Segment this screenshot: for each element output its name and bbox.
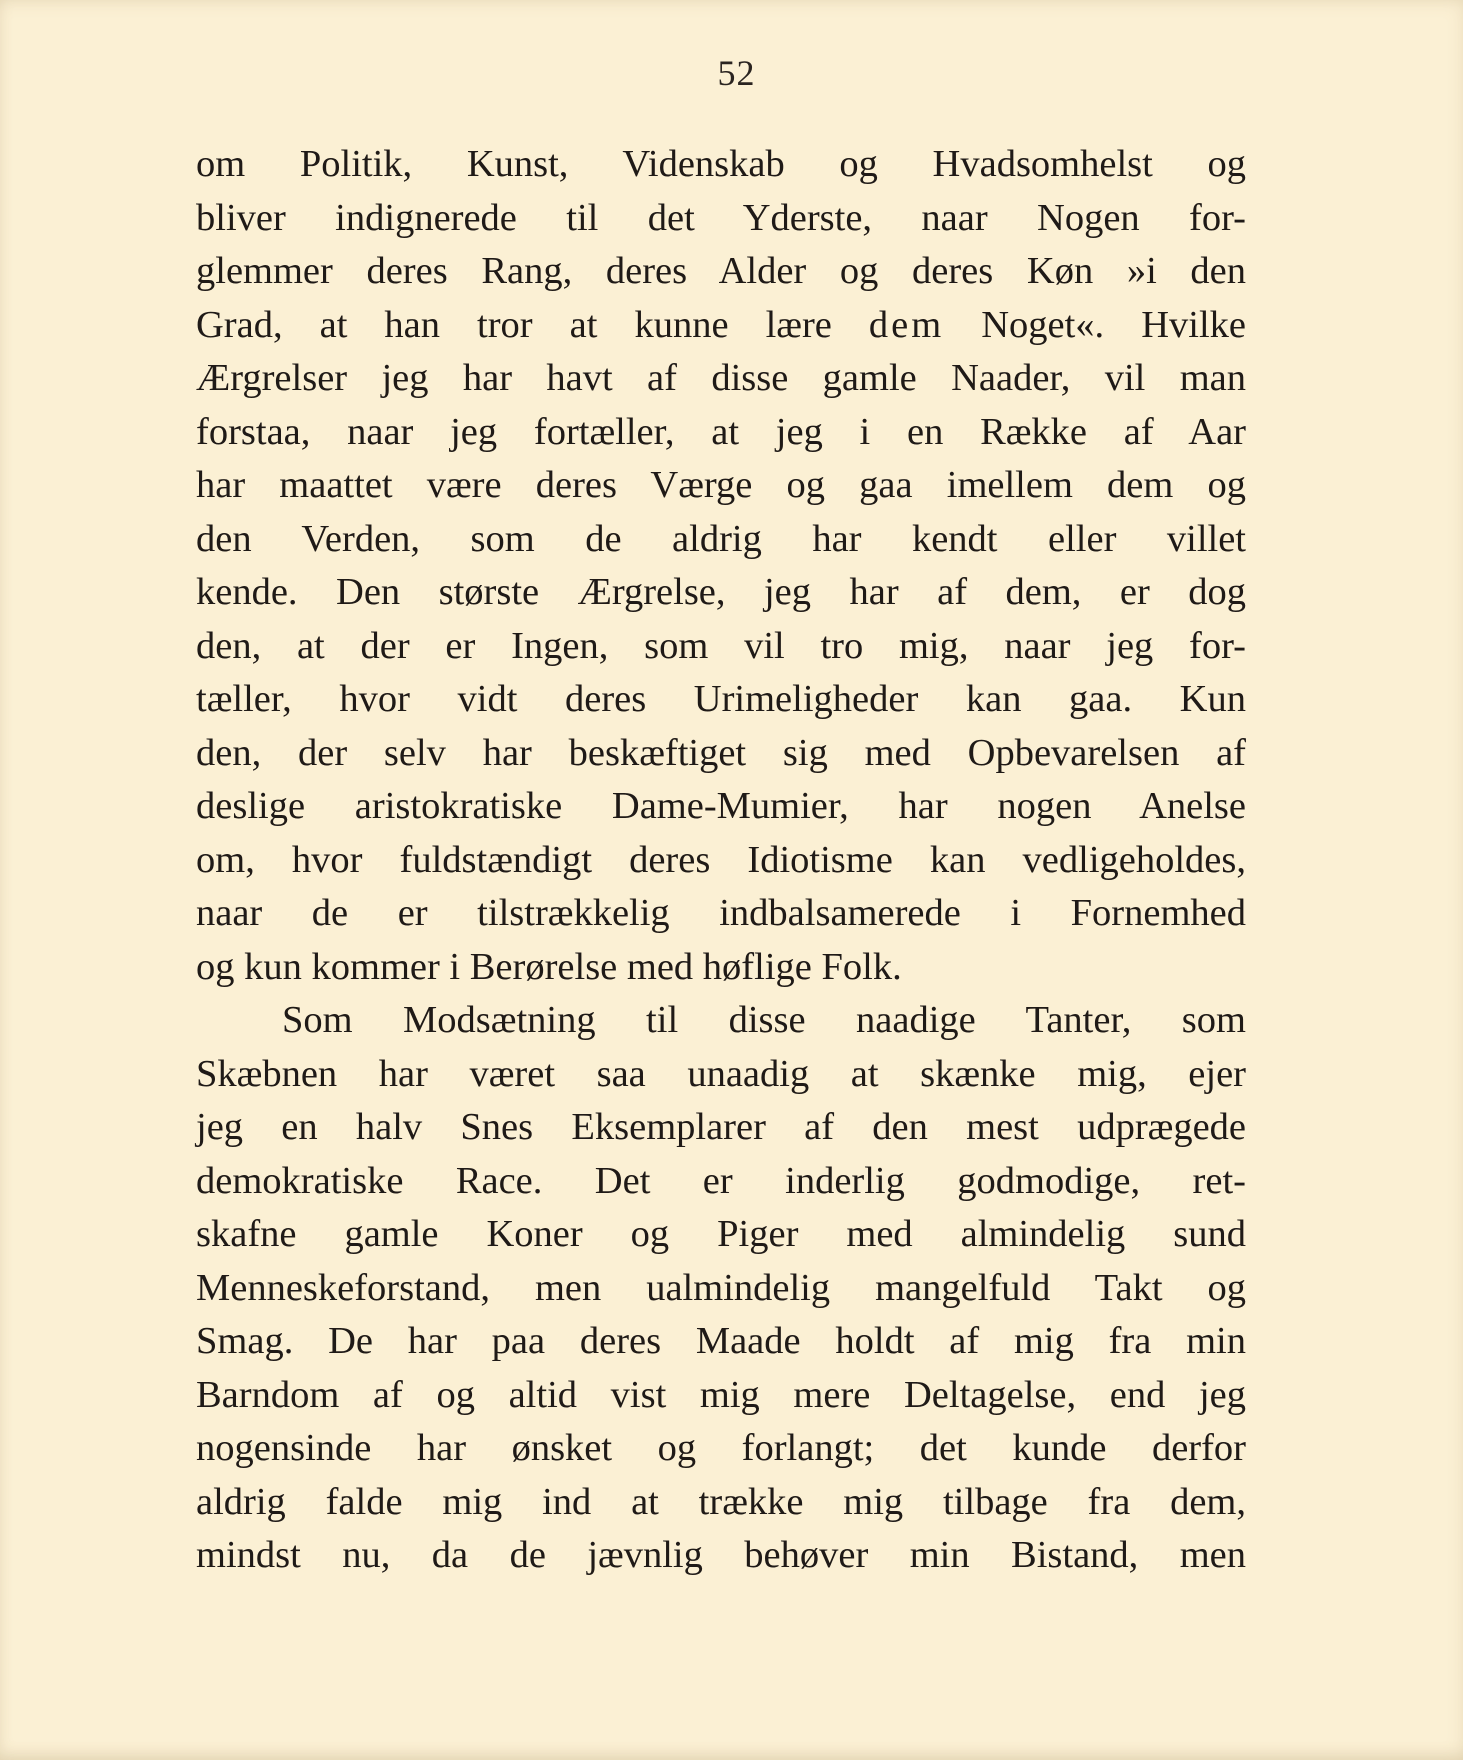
paragraph-2-line-3: jeg en halv Snes Eksemplarer af den mest udprægede <box>196 1106 1246 1148</box>
paragraph-2-line-2: Skæbnen har været saa unaadig at skænke mig, ejer <box>196 1052 1246 1095</box>
paragraph-1-line-16: og kun kommer i Berørelse med høflige Folk. <box>196 945 902 988</box>
paragraph-1-line-11: tæller, hvor vidt deres Urimeligheder kan gaa. Kun <box>196 678 1246 720</box>
paragraph-1-line-3: glemmer deres Rang, deres Alder og deres Køn »i den <box>196 250 1246 292</box>
paragraph-2-line-9: nogensinde har ønsket og forlangt; det kunde derfor <box>196 1427 1246 1469</box>
paragraph-2-line-4: demokratiske Race. Det er inderlig godmodige, ret- <box>196 1159 1246 1202</box>
paragraph-2-line-5: skafne gamle Koner og Piger med almindelig sund <box>196 1213 1246 1255</box>
paragraph-1-line-15: naar de er tilstrækkelig indbalsamerede i Fornemhed <box>196 892 1246 934</box>
paragraph-1-line-6: forstaa, naar jeg fortæller, at jeg i en Række af Aar <box>196 410 1246 453</box>
paragraph-2-line-8: Barndom af og altid vist mig mere Deltagelse, end jeg <box>196 1373 1246 1416</box>
line-4-end: Noget«. Hvilke <box>944 303 1246 346</box>
emphasized-word: dem <box>868 303 945 346</box>
paragraph-1-line-5: Ærgrelser jeg har havt af disse gamle Naader, vil man <box>196 357 1246 399</box>
paragraph-1-line-9: kende. Den største Ærgrelse, jeg har af dem, er dog <box>196 571 1246 613</box>
paragraph-1-line-14: om, hvor fuldstændigt deres Idiotisme kan vedligeholdes, <box>196 838 1246 881</box>
paragraph-2-line-7: Smag. De har paa deres Maade holdt af mig fra min <box>196 1320 1246 1362</box>
paragraph-1-line-1: om Politik, Kunst, Videnskab og Hvadsomhelst og <box>196 143 1246 185</box>
line-4-start: Grad, at han tror at kunne lære <box>196 303 869 346</box>
paragraph-2-line-10: aldrig falde mig ind at trække mig tilbage fra dem, <box>196 1480 1246 1523</box>
paragraph-1-line-12: den, der selv har beskæftiget sig med Opbevarelsen af <box>196 731 1246 774</box>
paragraph-1-line-2: bliver indignerede til det Yderste, naar Nogen for- <box>196 196 1246 239</box>
paragraph-1-line-4 <box>196 299 1246 353</box>
paragraph-2-line-1: Som Modsætning til disse naadige Tanter, som <box>282 999 1246 1041</box>
page-number: 52 <box>717 53 756 93</box>
page-edge <box>1463 0 1473 1760</box>
paragraph-1-line-7: har maattet være deres Værge og gaa imellem dem og <box>196 464 1246 506</box>
paragraph-1-line-8: den Verden, som de aldrig har kendt eller villet <box>196 517 1246 560</box>
paragraph-2-line-11: mindst nu, da de jævnlig behøver min Bistand, men <box>196 1534 1246 1576</box>
paragraph-2-line-6: Menneskeforstand, men ualmindelig mangelfuld Takt og <box>196 1266 1246 1309</box>
paragraph-1-line-10: den, at der er Ingen, som vil tro mig, naar jeg for- <box>196 624 1246 667</box>
paragraph-1-line-13: deslige aristokratiske Dame-Mumier, har nogen Anelse <box>196 785 1246 827</box>
body-text <box>196 138 1246 1583</box>
